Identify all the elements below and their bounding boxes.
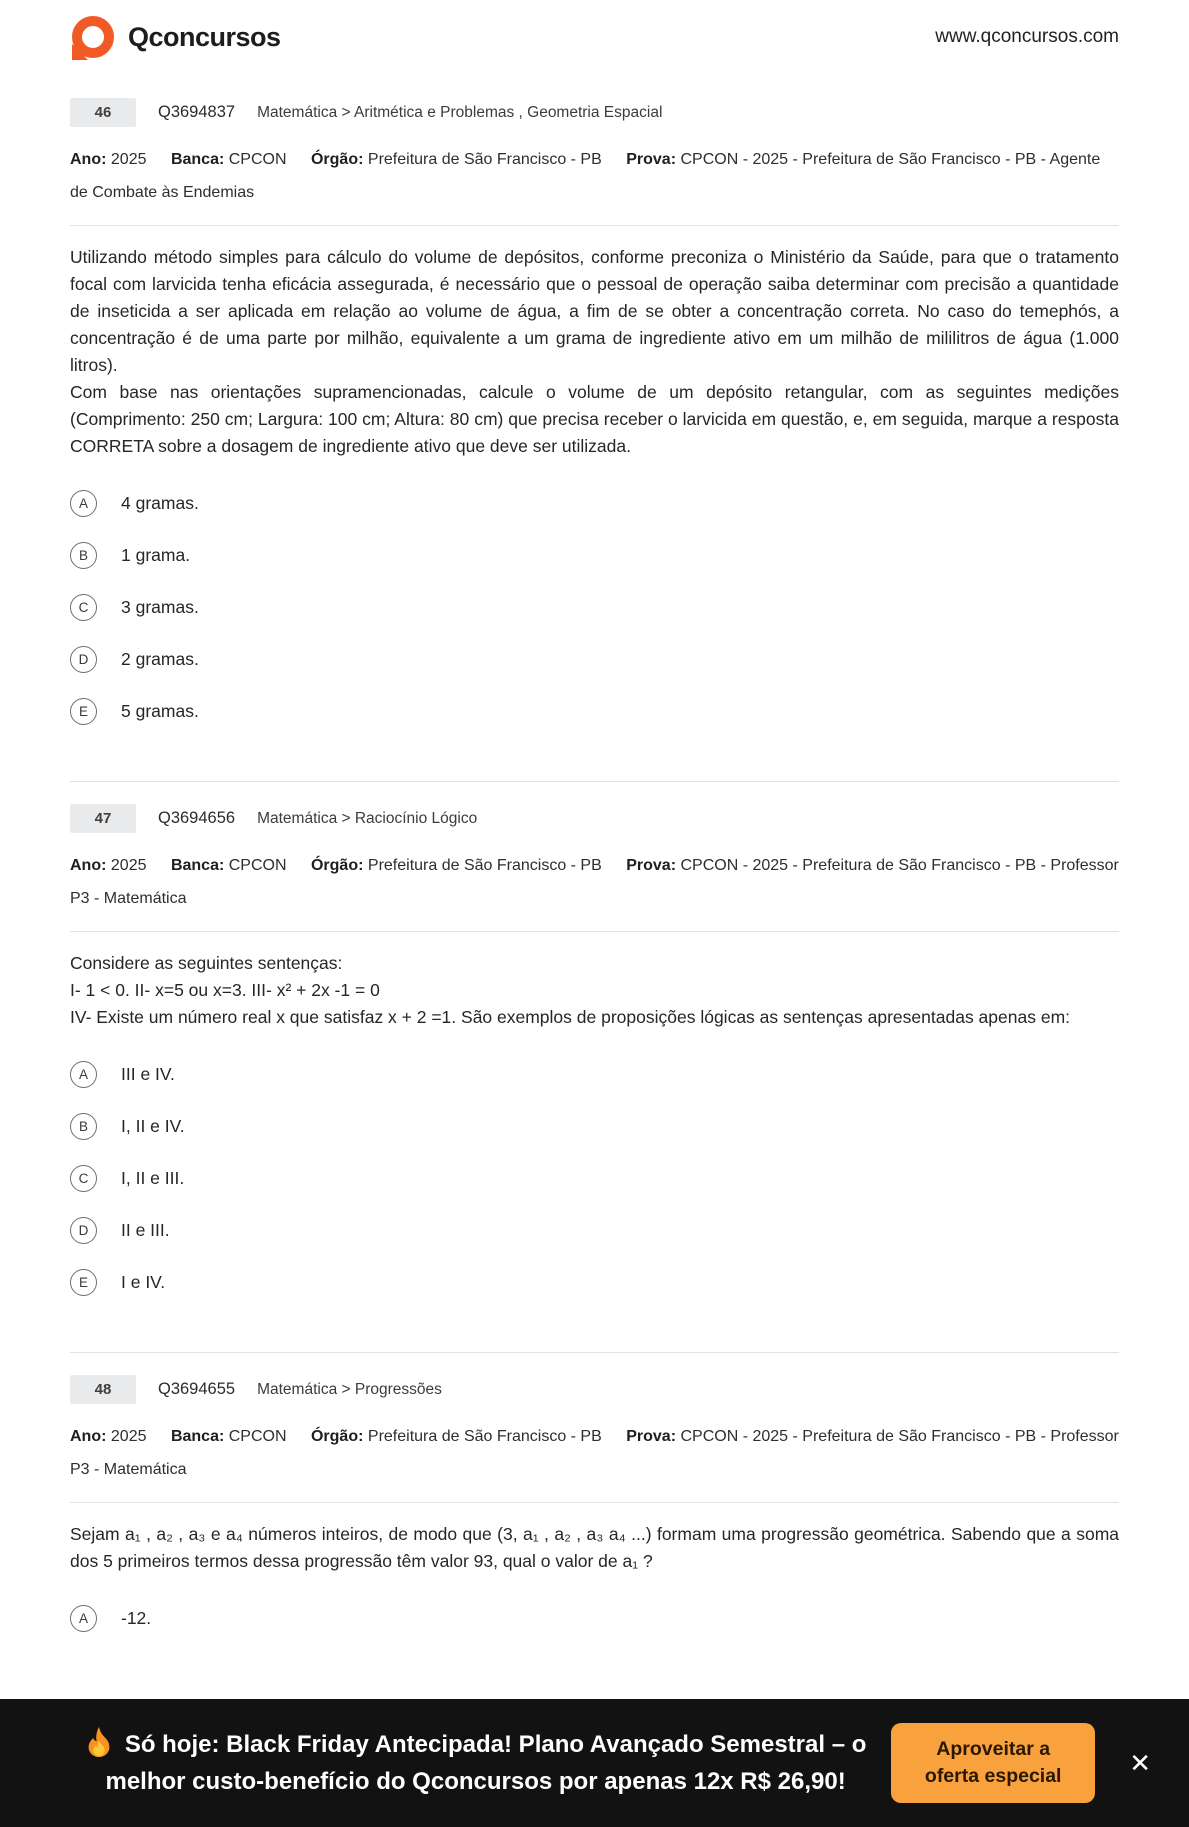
meta-ano: Ano: 2025 <box>70 1428 147 1445</box>
question-paragraph: I- 1 < 0. II- x=5 ou x=3. III- x² + 2x -1 = 0 <box>70 980 380 1000</box>
question-header <box>70 804 1119 833</box>
option-text: II e III. <box>121 1220 170 1240</box>
brand-name: Qconcursos <box>128 21 281 52</box>
question-paragraph: Sejam a₁ , a₂ , a₃ e a₄ números inteiros, de modo que (3, a₁ , a₂ , a₃ a₄ ...) formam uma progressão geométrica. Sabendo que a soma dos 5 primeiros termos dessa progressão têm valor 93, qual o valor de a₁ ? <box>70 1524 1119 1571</box>
meta-ano: Ano: 2025 <box>70 151 147 168</box>
option-text: 1 grama. <box>121 545 191 565</box>
meta-orgao: Órgão: Prefeitura de São Francisco - PB <box>310 151 602 168</box>
question-block-48 <box>70 1352 1119 1632</box>
option-e[interactable] <box>70 1269 1119 1296</box>
option-text: 4 gramas. <box>121 493 199 513</box>
option-letter-circle[interactable]: D <box>70 646 97 673</box>
option-text: I e IV. <box>121 1272 166 1292</box>
question-meta <box>70 1420 1119 1486</box>
option-e[interactable] <box>70 698 1119 725</box>
option-letter-circle[interactable]: C <box>70 1165 97 1192</box>
option-d[interactable] <box>70 1217 1119 1244</box>
option-letter-circle[interactable]: E <box>70 698 97 725</box>
question-code: Q3694656 <box>158 809 236 827</box>
close-icon[interactable]: ✕ <box>1129 1748 1151 1778</box>
question-paragraph: Considere as seguintes sentenças: <box>70 953 343 973</box>
question-meta <box>70 143 1119 209</box>
option-a[interactable] <box>70 1605 1119 1632</box>
meta-prova: Prova: CPCON - 2025 - Prefeitura de São Francisco - PB - Professor P3 - Matemática <box>70 1428 1119 1478</box>
question-code: Q3694837 <box>158 103 236 121</box>
option-d[interactable] <box>70 646 1119 673</box>
option-letter-circle[interactable]: E <box>70 1269 97 1296</box>
questions-list <box>0 66 1189 1827</box>
meta-orgao: Órgão: Prefeitura de São Francisco - PB <box>310 1428 602 1445</box>
site-header <box>0 0 1189 66</box>
question-block-47 <box>70 781 1119 1296</box>
promo-message <box>60 1726 891 1800</box>
option-a[interactable] <box>70 1061 1119 1088</box>
question-meta <box>70 849 1119 915</box>
question-number-badge: 48 <box>70 1375 136 1404</box>
flame-icon <box>85 1727 113 1757</box>
option-text: I, II e III. <box>121 1168 185 1188</box>
option-letter-circle[interactable]: A <box>70 1605 97 1632</box>
meta-prova: Prova: CPCON - 2025 - Prefeitura de São Francisco - PB - Agente de Combate às Endemias <box>70 151 1101 201</box>
meta-banca: Banca: CPCON <box>170 1428 287 1445</box>
option-text: -12. <box>121 1608 152 1628</box>
question-subject: Matemática > Progressões <box>257 1380 442 1398</box>
option-b[interactable] <box>70 542 1119 569</box>
question-number-badge: 47 <box>70 804 136 833</box>
promo-text: Só hoje: Black Friday Antecipada! Plano Avançado Semestral – o melhor custo-benefício do Qconcursos por apenas 12x R$ 26,90! <box>105 1730 867 1795</box>
question-header <box>70 98 1119 127</box>
option-letter-circle[interactable]: C <box>70 594 97 621</box>
option-c[interactable] <box>70 594 1119 621</box>
option-letter-circle[interactable]: A <box>70 1061 97 1088</box>
meta-orgao: Órgão: Prefeitura de São Francisco - PB <box>310 857 602 874</box>
divider <box>70 1502 1119 1503</box>
option-text: 5 gramas. <box>121 701 199 721</box>
question-body <box>70 950 1119 1031</box>
question-options <box>70 1605 1119 1632</box>
option-c[interactable] <box>70 1165 1119 1192</box>
site-url: www.qconcursos.com <box>935 26 1119 47</box>
option-a[interactable] <box>70 490 1119 517</box>
question-body <box>70 244 1119 460</box>
meta-banca: Banca: CPCON <box>170 151 287 168</box>
question-paragraph: Utilizando método simples para cálculo do volume de depósitos, conforme preconiza o Ministério da Saúde, para que o tratamento focal com larvicida tenha eficácia assegurada, é necessário que o pessoal de operação saiba determinar com precisão a quantidade de inseticida a ser aplicada em relação ao volume de água, a fim de se obter a concentração correta. No caso do temephós, a concentração é de uma parte por milhão, equivalente a um grama de ingrediente ativo em um milhão de mililitros de água (1.000 litros). <box>70 247 1119 375</box>
option-letter-circle[interactable]: B <box>70 542 97 569</box>
question-paragraph: IV- Existe um número real x que satisfaz x + 2 =1. São exemplos de proposições lógicas as sentenças apresentadas apenas em: <box>70 1007 1071 1027</box>
option-letter-circle[interactable]: B <box>70 1113 97 1140</box>
question-subject: Matemática > Aritmética e Problemas , Geometria Espacial <box>257 103 663 121</box>
qconcursos-logo-icon <box>70 14 116 60</box>
question-subject: Matemática > Raciocínio Lógico <box>257 809 478 827</box>
option-b[interactable] <box>70 1113 1119 1140</box>
option-text: I, II e IV. <box>121 1116 185 1136</box>
option-text: 2 gramas. <box>121 649 199 669</box>
option-letter-circle[interactable]: A <box>70 490 97 517</box>
qconcursos-logo <box>70 14 281 60</box>
promo-cta-button[interactable]: Aproveitar a oferta especial <box>891 1723 1095 1804</box>
question-paragraph: Com base nas orientações supramencionadas, calcule o volume de um depósito retangular, com as seguintes medições (Comprimento: 250 cm; Largura: 100 cm; Altura: 80 cm) que precisa receber o larvicida em questão, e, em seguida, marque a resposta CORRETA sobre a dosagem de ingrediente ativo que deve ser utilizada. <box>70 382 1119 456</box>
meta-banca: Banca: CPCON <box>170 857 287 874</box>
option-letter-circle[interactable]: D <box>70 1217 97 1244</box>
question-body <box>70 1521 1119 1575</box>
question-options <box>70 1061 1119 1296</box>
meta-prova: Prova: CPCON - 2025 - Prefeitura de São Francisco - PB - Professor P3 - Matemática <box>70 857 1119 907</box>
option-text: 3 gramas. <box>121 597 199 617</box>
divider <box>70 931 1119 932</box>
question-code: Q3694655 <box>158 1380 236 1398</box>
question-header <box>70 1375 1119 1404</box>
divider <box>70 225 1119 226</box>
option-text: III e IV. <box>121 1064 175 1084</box>
meta-ano: Ano: 2025 <box>70 857 147 874</box>
question-block-46 <box>70 76 1119 725</box>
promo-banner <box>0 1699 1189 1827</box>
question-options <box>70 490 1119 725</box>
question-number-badge: 46 <box>70 98 136 127</box>
